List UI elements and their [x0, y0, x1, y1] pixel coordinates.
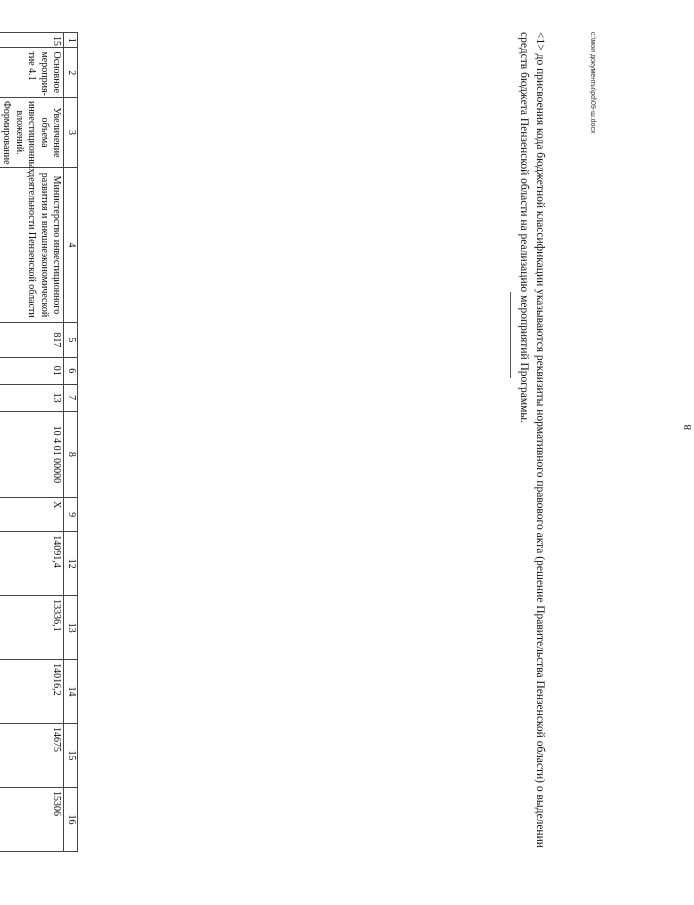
header-cell: 13 — [64, 596, 78, 660]
header-cell: 3 — [64, 97, 78, 167]
header-cell: 14 — [64, 660, 78, 724]
footnote: <1> до присвоения кода бюджетной классификации указываются реквизиты нормативного правового акта (решение Правительства Пензенской области) о выделении средств бюджета Пензенской области на реализацию мероприятий Программы. — [518, 32, 546, 848]
year-value-cell: 14091,4 — [0, 532, 64, 596]
file-path: c:\мои документы\pd\09-ш.docx — [589, 32, 596, 134]
table-row — [0, 33, 64, 852]
footnote-separator — [510, 292, 511, 378]
goal-cell: Увеличение объема инвестиционных вложений. Формирование — [0, 97, 64, 167]
rz-cell: 01 — [0, 357, 64, 384]
header-cell: 5 — [64, 322, 78, 357]
header-cell: 8 — [64, 411, 78, 498]
header-cell: 7 — [64, 384, 78, 411]
header-cell: 12 — [64, 532, 78, 596]
year-value-cell: 13336,1 — [0, 596, 64, 660]
header-cell: 16 — [64, 787, 78, 851]
executor-cell: Министерство инвестиционного развития и внешнеэкономической деятельности Пензенской области — [0, 168, 64, 323]
vr-cell: X — [0, 498, 64, 532]
grbs-cell: 817 — [0, 322, 64, 357]
header-row — [64, 33, 78, 852]
header-cell: 4 — [64, 168, 78, 323]
header-cell: 6 — [64, 357, 78, 384]
header-cell: 15 — [64, 724, 78, 788]
csr-cell: 10 4 01 00000 — [0, 411, 64, 498]
status-cell: Основное мероприя-тие 4.1 — [0, 48, 64, 98]
header-cell: 1 — [64, 33, 78, 48]
page-number: 8 — [682, 424, 694, 430]
pr-cell: 13 — [0, 384, 64, 411]
header-cell: 9 — [64, 498, 78, 532]
program-table — [0, 32, 78, 852]
year-value-cell: 14675 — [0, 724, 64, 788]
year-value-cell: 14016,2 — [0, 660, 64, 724]
year-value-cell: 15306 — [0, 787, 64, 851]
row-number: 15 — [0, 33, 64, 48]
header-cell: 2 — [64, 48, 78, 98]
